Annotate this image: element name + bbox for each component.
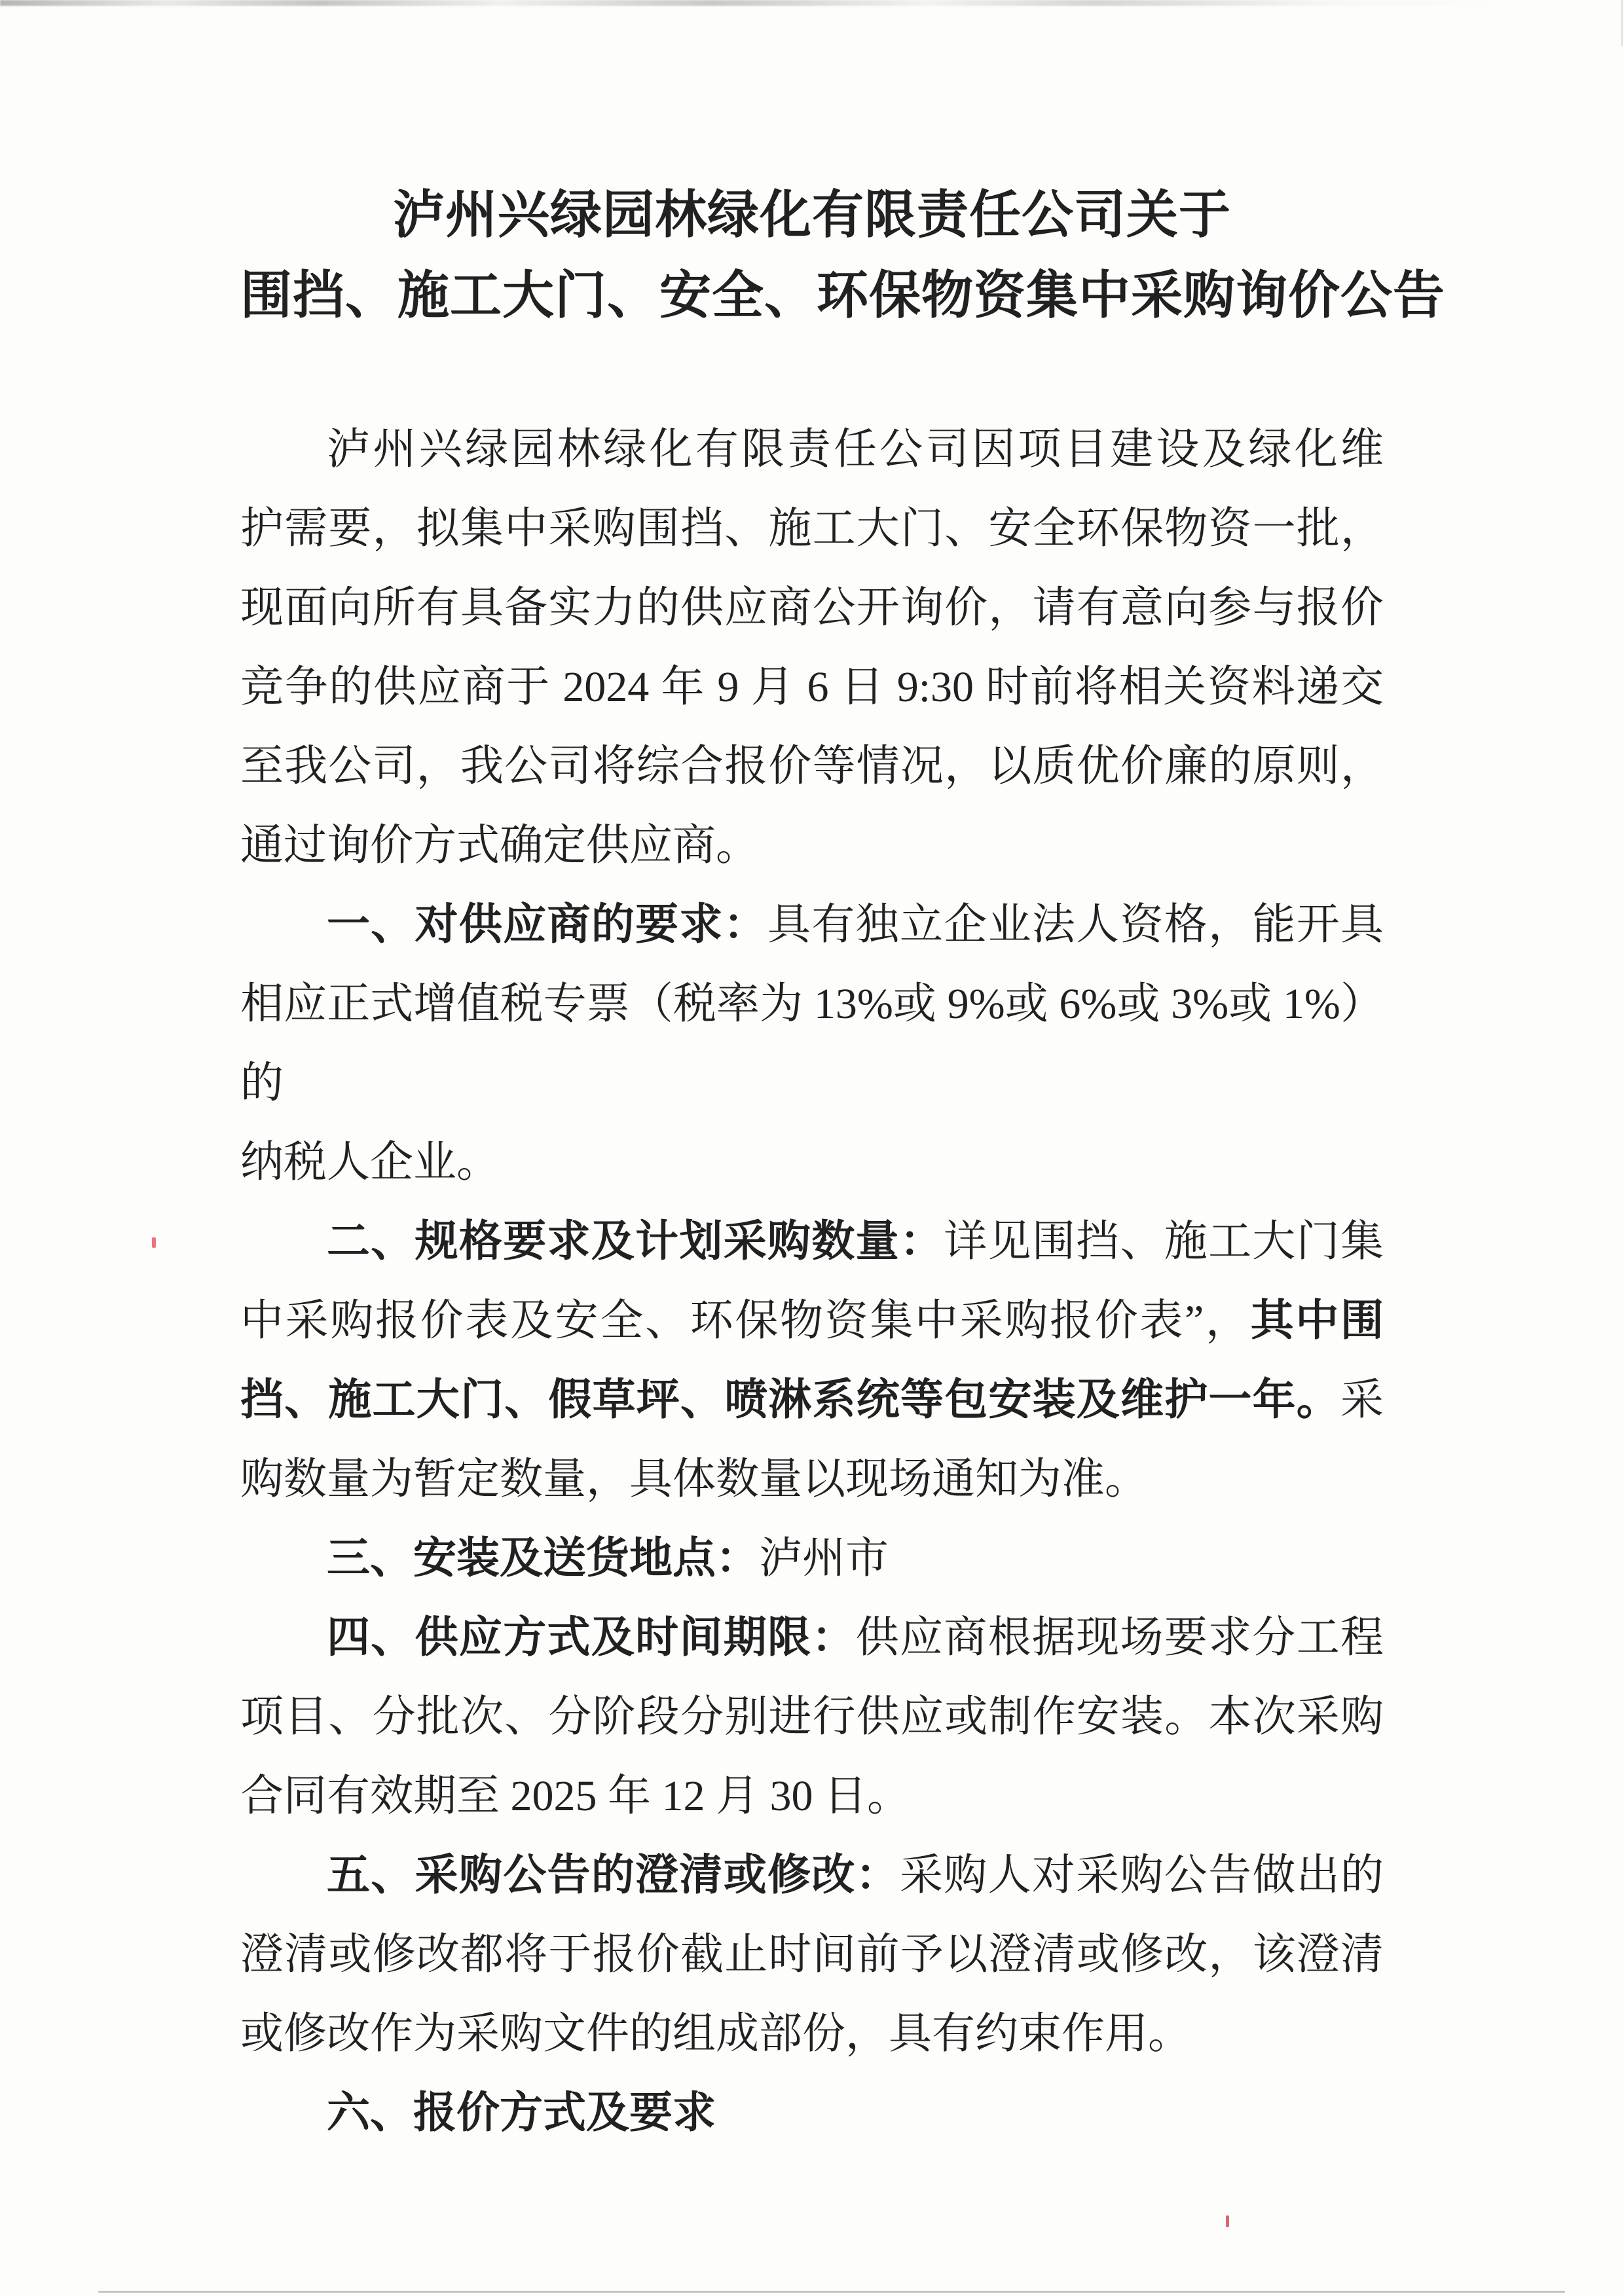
- scan-speck: [1226, 2215, 1229, 2227]
- bold-text-run: 三、安装及送货地点：: [327, 1535, 759, 1582]
- document-line: [240, 1519, 1384, 1598]
- document-line: [240, 964, 1384, 1123]
- document-line: [240, 568, 1384, 647]
- document-line: [240, 885, 1384, 964]
- bold-text-run: 二、规格要求及计划采购数量：: [327, 1218, 944, 1266]
- text-run: 详见围挡、施工大门集: [944, 1218, 1384, 1266]
- document-line: [240, 727, 1384, 806]
- scan-edge-artifact-top: [0, 0, 1519, 6]
- document-title-line: 泸州兴绿园林绿化有限责任公司关于: [393, 187, 1231, 244]
- document-line: [240, 1598, 1384, 1677]
- text-run: 项目、分批次、分阶段分别进行供应或制作安装。本次采购: [240, 1693, 1384, 1741]
- document-line: [240, 1677, 1384, 1757]
- text-run: 至我公司，我公司将综合报价等情况，以质优价廉的原则，: [240, 742, 1384, 790]
- document-line: [240, 1915, 1384, 1994]
- text-run: 相应正式增值税专票（税率为 13%或 9%或 6%或 3%或 1%）的: [240, 980, 1384, 1107]
- document-line: [240, 2073, 1384, 2153]
- scan-edge-artifact-bottom: [98, 2291, 1565, 2293]
- text-run: 或修改作为采购文件的组成部份，具有约束作用。: [240, 2010, 1191, 2058]
- document-line: [240, 647, 1384, 727]
- text-run: 购数量为暂定数量，具体数量以现场通知为准。: [240, 1455, 1148, 1503]
- document-line: [240, 1994, 1384, 2073]
- document-line: [240, 1123, 1384, 1202]
- document-line: [240, 410, 1384, 489]
- document: [240, 0, 1445, 2153]
- text-run: 护需要，拟集中采购围挡、施工大门、安全环保物资一批，: [240, 505, 1384, 553]
- document-line: [240, 1757, 1384, 1836]
- text-run: 采: [1340, 1376, 1384, 1424]
- text-run: 纳税人企业。: [240, 1139, 500, 1186]
- document-body: [240, 410, 1384, 2153]
- scan-edge-artifact-right: [1621, 0, 1623, 46]
- text-run: 采购人对采购公告做出的: [899, 1851, 1384, 1899]
- text-run: 泸州兴绿园林绿化有限责任公司因项目建设及绿化维: [327, 426, 1384, 473]
- text-run: 通过询价方式确定供应商。: [240, 822, 759, 869]
- bold-text-run: 其中围: [1250, 1297, 1384, 1345]
- scan-speck: [152, 1237, 156, 1248]
- bold-text-run: 一、对供应商的要求：: [327, 901, 768, 949]
- text-run: 中采购报价表及安全、环保物资集中采购报价表”，: [240, 1297, 1251, 1345]
- document-line: [240, 806, 1384, 885]
- document-line: [240, 1836, 1384, 1915]
- text-run: 竞争的供应商于 2024 年 9 月 6 日 9:30 时前将相关资料递交: [240, 663, 1384, 711]
- document-line: [240, 1202, 1384, 1281]
- bold-text-run: 四、供应方式及时间期限：: [327, 1614, 856, 1662]
- text-run: 现面向所有具备实力的供应商公开询价，请有意向参与报价: [240, 584, 1384, 632]
- document-line: [240, 1440, 1384, 1519]
- text-run: 合同有效期至 2025 年 12 月 30 日。: [240, 1772, 910, 1820]
- text-run: 澄清或修改都将于报价截止时间前予以澄清或修改，该澄清: [240, 1931, 1384, 1978]
- document-title: [240, 175, 1445, 337]
- bold-text-run: 六、报价方式及要求: [327, 2089, 716, 2137]
- document-line: [240, 1360, 1384, 1440]
- text-run: 具有独立企业法人资格，能开具: [767, 901, 1384, 949]
- text-run: 泸州市: [759, 1535, 889, 1582]
- document-line: [240, 489, 1384, 568]
- text-run: 供应商根据现场要求分工程: [855, 1614, 1384, 1662]
- document-line: [240, 1281, 1384, 1360]
- bold-text-run: 挡、施工大门、假草坪、喷淋系统等包安装及维护一年。: [240, 1376, 1340, 1424]
- bold-text-run: 五、采购公告的澄清或修改：: [327, 1851, 900, 1899]
- document-title-line: 围挡、施工大门、安全、环保物资集中采购询价公告: [240, 268, 1445, 325]
